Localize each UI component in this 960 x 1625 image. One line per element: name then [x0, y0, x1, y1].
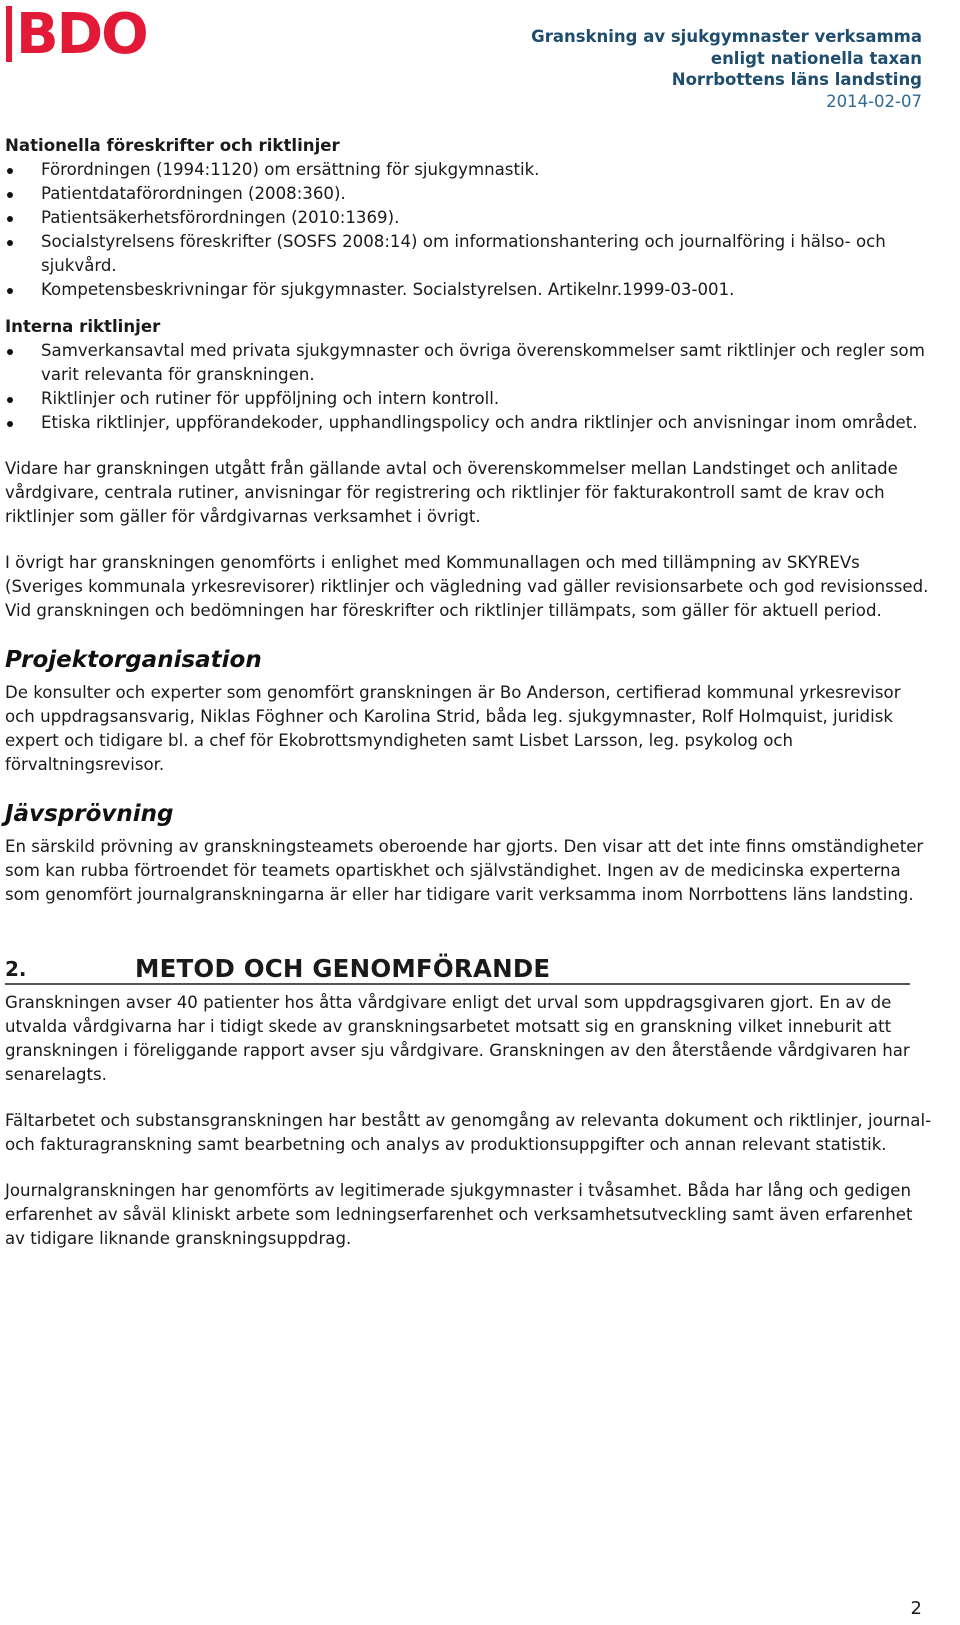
list-item-text: Socialstyrelsens föreskrifter (SOSFS 2008:14) om informationshantering och journalföring i hälso- och sjukvård. [41, 232, 886, 275]
logo-text: BDO [16, 4, 147, 64]
list-item-text: Etiska riktlinjer, uppförandekoder, upphandlingspolicy och andra riktlinjer och anvisningar inom området. [41, 413, 918, 432]
bullet-icon [7, 216, 13, 222]
bullet-icon [7, 240, 13, 246]
header-date: 2014-02-07 [826, 91, 922, 111]
page-number: 2 [910, 1598, 922, 1619]
list-item [5, 278, 935, 302]
bullet-icon [7, 421, 13, 427]
chapter-number: 2. [5, 957, 27, 981]
list-item [5, 230, 935, 278]
internal-list [5, 339, 935, 435]
national-list [5, 158, 935, 302]
list-item-text: Förordningen (1994:1120) om ersättning för sjukgymnastik. [41, 160, 540, 179]
document-header [531, 26, 922, 112]
list-item-text: Patientdataförordningen (2008:360). [41, 184, 346, 203]
national-heading: Nationella föreskrifter och riktlinjer [5, 136, 340, 155]
section-heading-projektorganisation: Projektorganisation [5, 647, 262, 673]
section-heading-javsprovning: Jävsprövning [5, 801, 174, 827]
paragraph-urval: Granskningen avser 40 patienter hos åtta vårdgivare enligt det urval som uppdragsgivaren gjort. En av de utvalda vårdgivarna har i tidigt skede av granskningsarbetet motsatt sig en granskning vilket inneburit att granskningen i föreliggande rapport avser sju vårdgivare. Granskningen av den återstående vårdgivaren har senarelagts. [5, 993, 910, 1084]
paragraph-projektorganisation: De konsulter och experter som genomfört granskningen är Bo Anderson, certifierad kommunal yrkesrevisor och uppdragsansvarig, Niklas Föghner och Karolina Strid, båda leg. sjukgymnaster, Rolf Holmquist, juridisk expert och tidigare bl. a chef för Ekobrottsmyndigheten samt Lisbet Larsson, leg. psykolog och förvaltningsrevisor. [5, 683, 901, 774]
header-title-line1: Granskning av sjukgymnaster verksamma [531, 27, 922, 46]
list-item [5, 206, 935, 230]
bdo-logo [6, 4, 162, 64]
list-item-text: Samverkansavtal med privata sjukgymnaster och övriga överenskommelser samt riktlinjer och regler som varit relevanta för granskningen. [41, 341, 925, 384]
list-item [5, 182, 935, 206]
paragraph-journalgranskning: Journalgranskningen har genomförts av legitimerade sjukgymnaster i tvåsamhet. Båda har lång och gedigen erfarenhet av såväl kliniskt arbete som ledningserfarenhet och verksamhetsutveckling samt även erfarenhet av tidigare liknande granskningsuppdrag. [5, 1181, 913, 1248]
chapter-heading [5, 954, 910, 985]
bullet-icon [7, 168, 13, 174]
list-item [5, 411, 935, 435]
header-title-line2: enligt nationella taxan [710, 48, 922, 68]
bullet-icon [7, 397, 13, 403]
header-organisation: Norrbottens läns landsting [671, 70, 922, 89]
list-item [5, 339, 935, 387]
list-item-text: Patientsäkerhetsförordningen (2010:1369). [41, 208, 400, 227]
chapter-title: METOD OCH GENOMFÖRANDE [135, 954, 551, 983]
bullet-icon [7, 349, 13, 355]
list-item [5, 158, 935, 182]
internal-heading: Interna riktlinjer [5, 317, 161, 336]
list-item-text: Riktlinjer och rutiner för uppföljning och intern kontroll. [41, 389, 500, 408]
document-body [5, 134, 935, 1273]
list-item [5, 387, 935, 411]
paragraph-javsprovning: En särskild prövning av granskningsteamets oberoende har gjorts. Den visar att det inte finns omständigheter som kan rubba förtroendet för teamets opartiskhet och självständighet. Ingen av de medicinska experterna som genomfört journalgranskningarna är eller har tidigare varit verksamma inom Norrbottens läns landsting. [5, 837, 924, 904]
bullet-icon [7, 288, 13, 294]
paragraph-avtal: Vidare har granskningen utgått från gällande avtal och överenskommelser mellan Landstinget och anlitade vårdgivare, centrala rutiner, anvisningar för registrering och riktlinjer för fakturakontroll samt de krav och riktlinjer som gäller för vårdgivarnas verksamhet i övrigt. [5, 459, 898, 526]
bullet-icon [7, 192, 13, 198]
list-item-text: Kompetensbeskrivningar för sjukgymnaster. Socialstyrelsen. Artikelnr.1999-03-001. [41, 280, 735, 299]
logo-bar [6, 6, 12, 62]
paragraph-faltarbete: Fältarbetet och substansgranskningen har bestått av genomgång av relevanta dokument och riktlinjer, journal- och fakturagranskning samt bearbetning och analys av produktionsuppgifter och annan relevant statistik. [5, 1111, 932, 1154]
paragraph-kommunallagen: I övrigt har granskningen genomförts i enlighet med Kommunallagen och med tillämpning av SKYREVs (Sveriges kommunala yrkesrevisorer) riktlinjer och vägledning vad gäller revisionsarbete och god revisionssed. Vid granskningen och bedömningen har föreskrifter och riktlinjer tillämpats, som gäller för aktuell period. [5, 553, 929, 620]
